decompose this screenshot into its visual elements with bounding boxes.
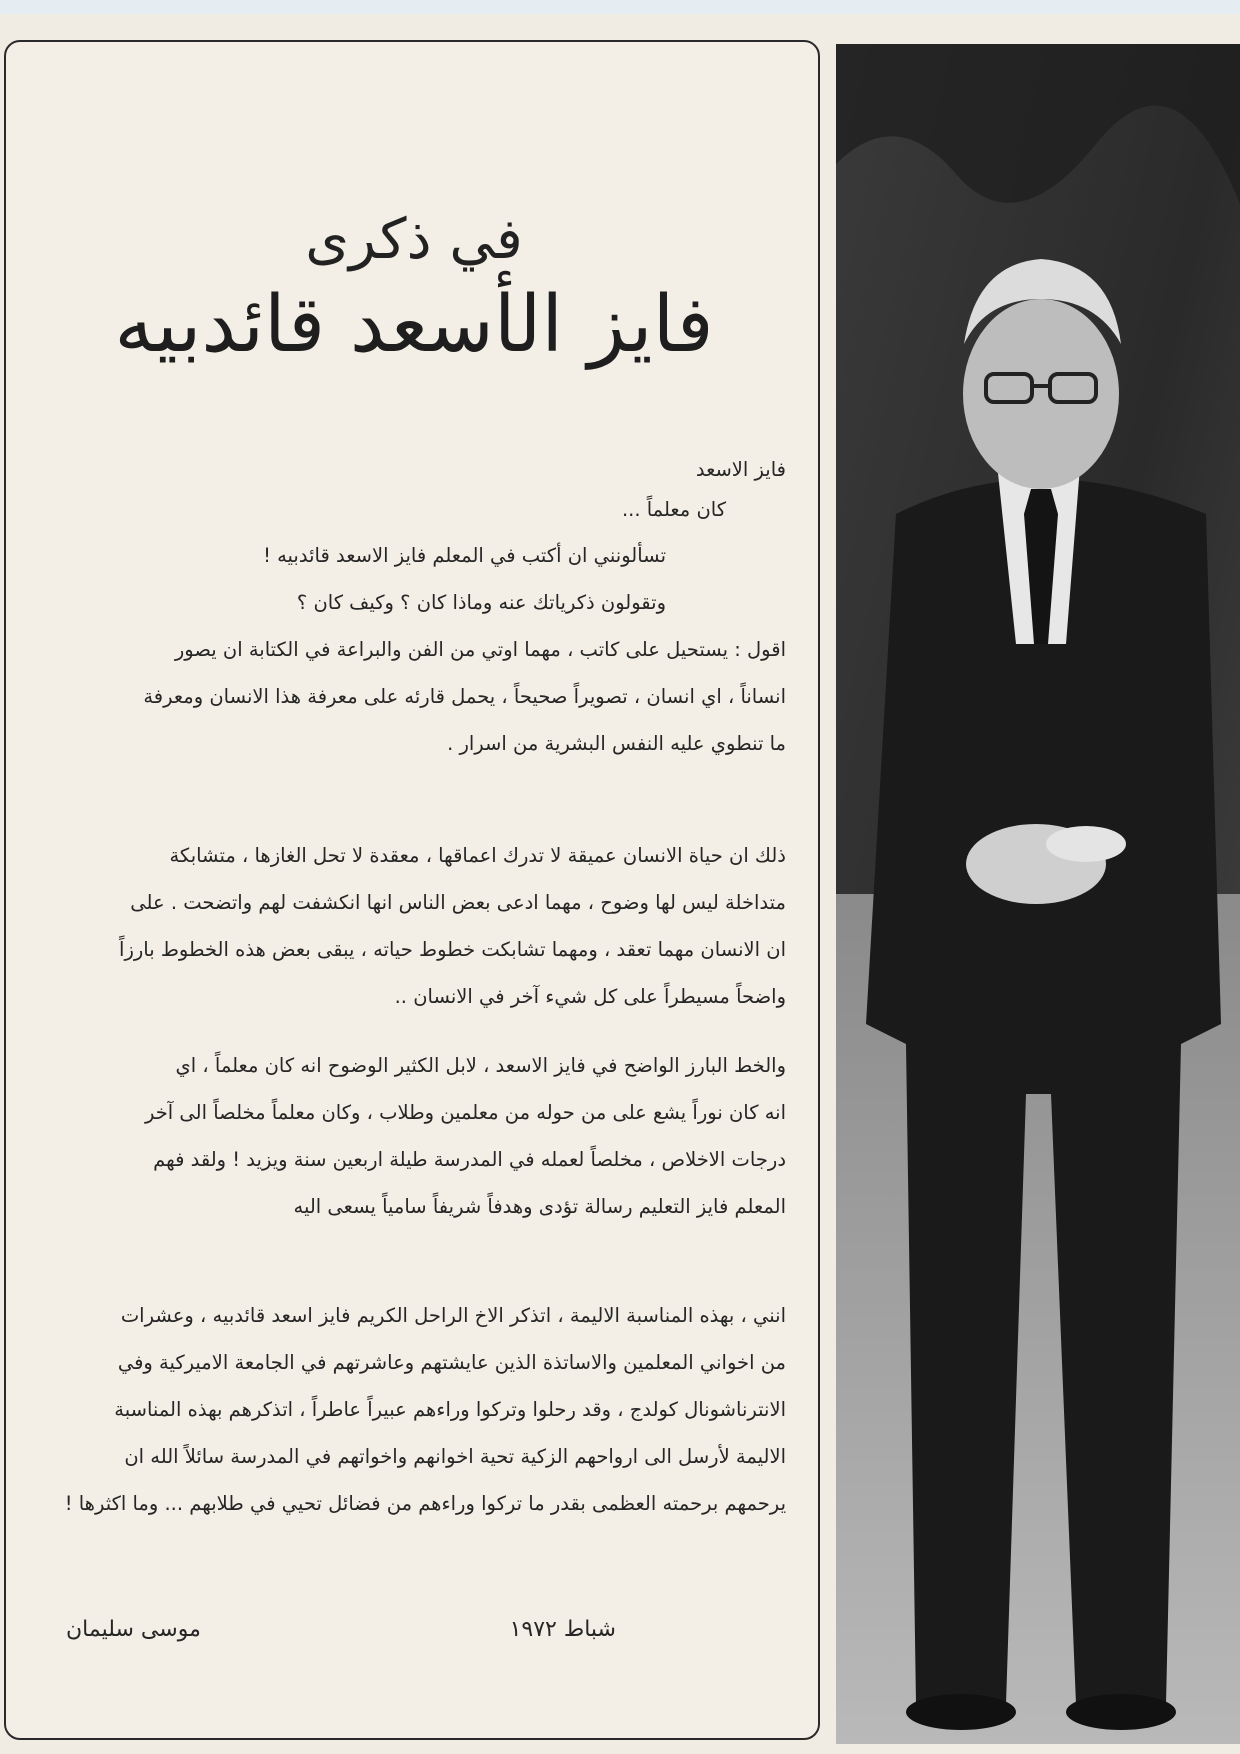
para4-line-5: يرحمهم برحمته العظمى بقدر ما تركوا وراءهم من فضائل تحيي في طلابهم ... وما اكثرها ! <box>64 1492 786 1515</box>
portrait-photo <box>836 44 1240 1744</box>
article-frame <box>4 40 820 1740</box>
para4-line-1: انني ، بهذه المناسبة الاليمة ، اتذكر الاخ الراحل الكريم فايز اسعد قائدبيه ، وعشرات <box>120 1304 786 1327</box>
opening-line-1: فايز الاسعد <box>695 458 786 481</box>
paragraph-3 <box>46 1042 786 1230</box>
para2-line-4: واضحاً مسيطراً على كل شيء آخر في الانسان .. <box>394 985 786 1008</box>
para4-line-3: الانترناشونال كولدج ، وقد رحلوا وتركوا وراءهم عبيراً عاطراً ، اتذكرهم بهذه المناسبة <box>114 1398 786 1421</box>
para1-line-3: اقول : يستحيل على كاتب ، مهما اوتي من الفن والبراعة في الكتابة ان يصور <box>174 638 786 661</box>
portrait-illustration <box>836 44 1240 1744</box>
para4-line-2: من اخواني المعلمين والاساتذة الذين عايشتهم وعاشرتهم في الجامعة الاميركية وفي <box>117 1351 786 1374</box>
opening-line-2: كان معلماً ... <box>621 498 726 521</box>
paragraph-4 <box>46 1292 786 1527</box>
para1-line-5: ما تنطوي عليه النفس البشرية من اسرار . <box>447 732 786 755</box>
article-title: فايز الأسعد قائدبيه <box>114 280 714 370</box>
para2-line-1: ذلك ان حياة الانسان عميقة لا تدرك اعماقها ، معقدة لا تحل الغازها ، متشابكة <box>169 844 786 867</box>
para2-line-2: متداخلة ليس لها وضوح ، مهما ادعى بعض الناس انها انكشفت لهم واتضحت . على <box>130 891 786 914</box>
para3-line-2: انه كان نوراً يشع على من حوله من معلمين وطلاب ، وكان معلماً مخلصاً الى آخر <box>144 1101 786 1124</box>
para4-line-4: الاليمة لأرسل الى ارواحهم الزكية تحية اخوانهم واخواتهم في المدرسة سائلاً الله ان <box>124 1445 786 1468</box>
article-author: موسى سليمان <box>66 1617 201 1642</box>
para1-line-2: وتقولون ذكرياتك عنه وماذا كان ؟ وكيف كان ؟ <box>296 591 666 614</box>
para1-line-1: تسألونني ان أكتب في المعلم فايز الاسعد قائدبيه ! <box>263 544 666 567</box>
page-top-edge <box>0 0 1240 14</box>
article-kicker: في ذكرى <box>305 207 523 272</box>
para3-line-1: والخط البارز الواضح في فايز الاسعد ، لابل الكثير الوضوح انه كان معلماً ، اي <box>175 1054 786 1077</box>
article-date: شباط ١٩٧٢ <box>509 1617 616 1642</box>
paragraph-2 <box>46 832 786 1020</box>
opening-block <box>46 452 786 767</box>
para3-line-4: المعلم فايز التعليم رسالة تؤدى وهدفاً شريفاً سامياً يسعى اليه <box>293 1195 786 1218</box>
para1-line-4: انساناً ، اي انسان ، تصويراً صحيحاً ، يحمل قارئه على معرفة هذا الانسان ومعرفة <box>143 685 786 708</box>
para3-line-3: درجات الاخلاص ، مخلصاً لعمله في المدرسة طيلة اربعين سنة ويزيد ! ولقد فهم <box>153 1148 786 1171</box>
para2-line-3: ان الانسان مهما تعقد ، ومهما تشابكت خطوط حياته ، يبقى بعض هذه الخطوط بارزاً <box>119 938 786 961</box>
